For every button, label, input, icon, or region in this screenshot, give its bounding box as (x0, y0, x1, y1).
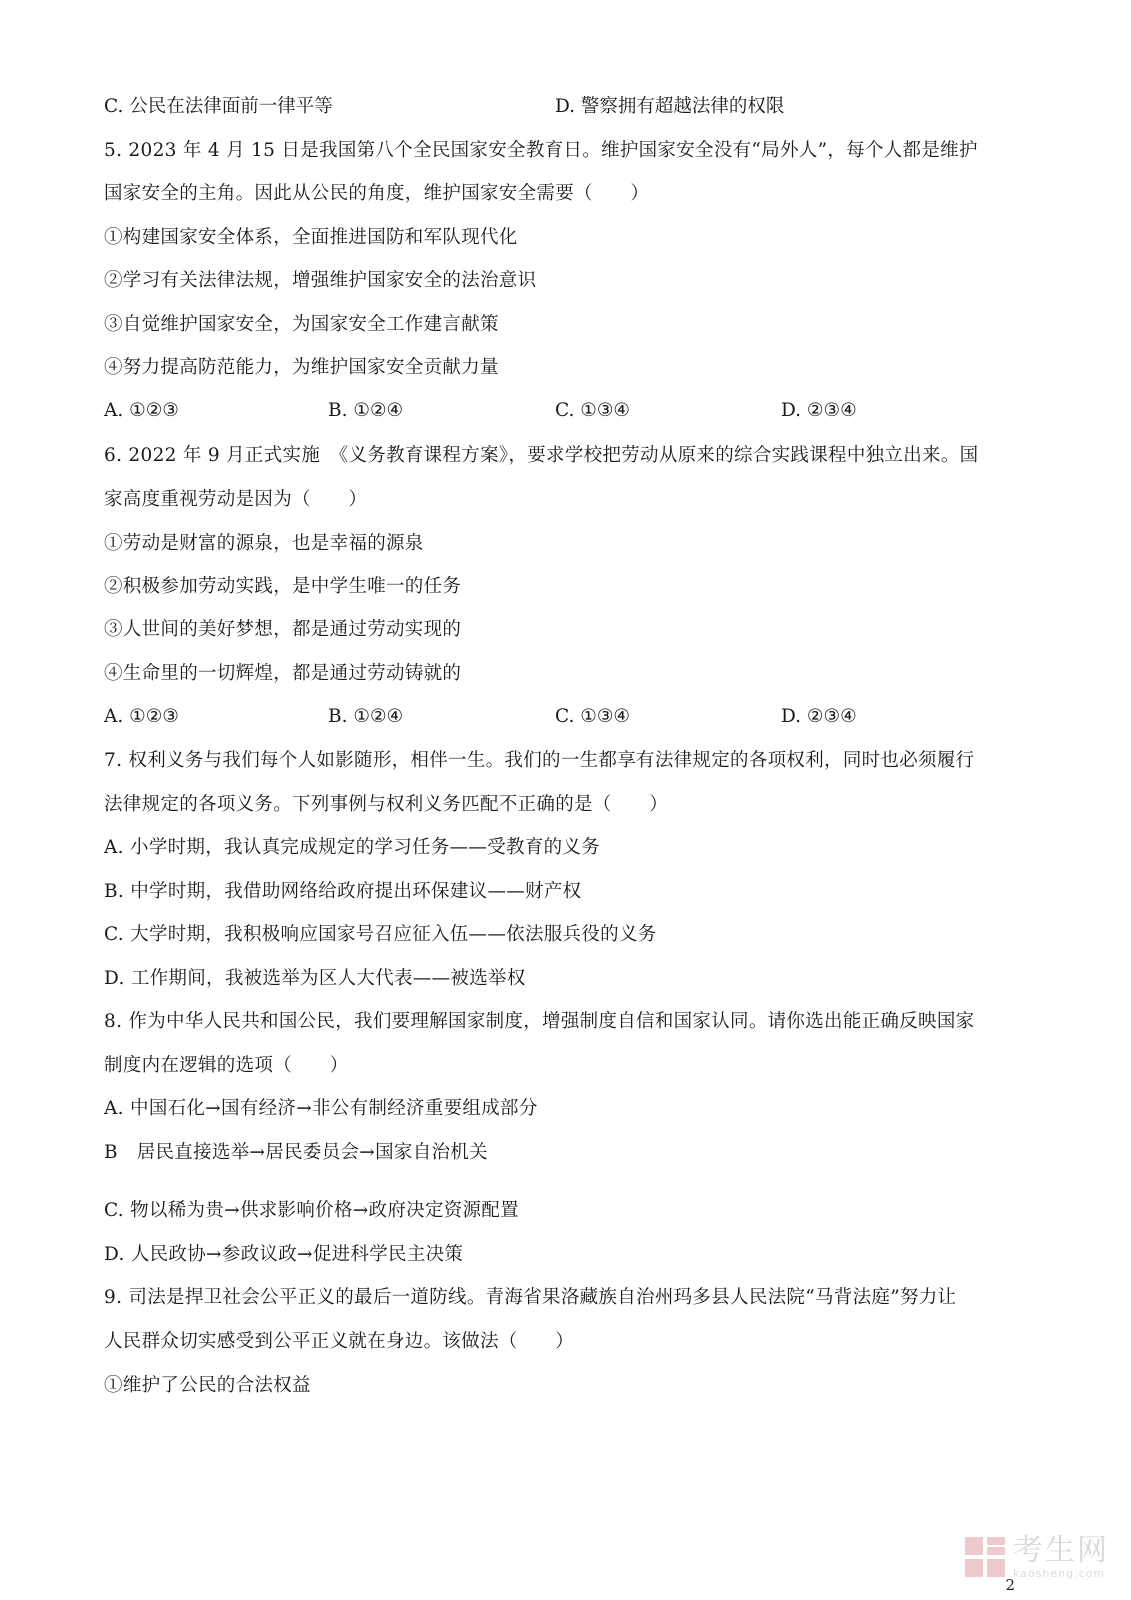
watermark-url: kaosheng.com (1013, 1567, 1106, 1580)
q5-option-c: C. ①③④ (555, 400, 631, 421)
q6-item-2: ②积极参加劳动实践，是中学生唯一的任务 (104, 576, 462, 597)
q5-item-3: ③自觉维护国家安全，为国家安全工作建言献策 (104, 314, 499, 335)
q5-option-b: B. ①②④ (328, 400, 404, 421)
q5-item-1: ①构建国家安全体系，全面推进国防和军队现代化 (104, 227, 518, 248)
q6-item-1: ①劳动是财富的源泉，也是幸福的源泉 (104, 533, 424, 554)
q8-option-a: A. 中国石化→国有经济→非公有制经济重要组成部分 (104, 1098, 538, 1119)
watermark-title: 考生网 (1013, 1533, 1109, 1568)
q9-stem-line2: 人民群众切实感受到公平正义就在身边。该做法（ ） (104, 1331, 575, 1352)
q7-option-d: D. 工作期间，我被选举为区人大代表——被选举权 (104, 968, 526, 989)
q5-item-4: ④努力提高防范能力，为维护国家安全贡献力量 (104, 357, 499, 378)
q5-stem-line1: 5. 2023 年 4 月 15 日是我国第八个全民国家安全教育日。维护国家安全没有“局外人”，每个人都是维护 (104, 140, 978, 161)
watermark-logo-icon (965, 1537, 1007, 1579)
q6-option-a: A. ①②③ (104, 706, 179, 727)
q7-option-b: B. 中学时期，我借助网络给政府提出环保建议——财产权 (104, 881, 582, 902)
q5-stem-line2: 国家安全的主角。因此从公民的角度，维护国家安全需要（ ） (104, 183, 650, 204)
q6-option-b: B. ①②④ (328, 706, 404, 727)
q8-option-b: B 居民直接选举→居民委员会→国家自治机关 (104, 1142, 488, 1163)
q9-stem-line1: 9. 司法是捍卫社会公平正义的最后一道防线。青海省果洛藏族自治州玛多县人民法院“马背法庭”努力让 (104, 1287, 957, 1308)
q6-item-4: ④生命里的一切辉煌，都是通过劳动铸就的 (104, 663, 462, 684)
q6-item-3: ③人世间的美好梦想，都是通过劳动实现的 (104, 619, 462, 640)
q8-option-c: C. 物以稀为贵→供求影响价格→政府决定资源配置 (104, 1200, 519, 1221)
q6-stem-line2: 家高度重视劳动是因为（ ） (104, 489, 368, 510)
watermark (965, 1535, 1109, 1580)
q7-stem-line2: 法律规定的各项义务。下列事例与权利义务匹配不正确的是（ ） (104, 794, 669, 815)
q7-option-a: A. 小学时期，我认真完成规定的学习任务——受教育的义务 (104, 837, 601, 858)
q5-option-a: A. ①②③ (104, 400, 179, 421)
q5-option-d: D. ②③④ (781, 400, 857, 421)
q6-stem-line1: 6. 2022 年 9 月正式实施 《义务教育课程方案》，要求学校把劳动从原来的综合实践课程中独立出来。国 (104, 445, 979, 466)
q6-option-d: D. ②③④ (781, 706, 857, 727)
q7-option-c: C. 大学时期，我积极响应国家号召应征入伍——依法服兵役的义务 (104, 924, 657, 945)
q9-item-1: ①维护了公民的合法权益 (104, 1375, 311, 1396)
q4-option-c: C. 公民在法律面前一律平等 (104, 96, 333, 117)
q8-stem-line1: 8. 作为中华人民共和国公民，我们要理解国家制度，增强制度自信和国家认同。请你选出能正确反映国家 (104, 1011, 975, 1032)
q7-stem-line1: 7. 权利义务与我们每个人如影随形，相伴一生。我们的一生都享有法律规定的各项权利，同时也必须履行 (104, 750, 975, 771)
page-number: 2 (1005, 1576, 1015, 1594)
q8-option-d: D. 人民政协→参政议政→促进科学民主决策 (104, 1244, 464, 1265)
q5-item-2: ②学习有关法律法规，增强维护国家安全的法治意识 (104, 270, 537, 291)
q6-option-c: C. ①③④ (555, 706, 631, 727)
q8-stem-line2: 制度内在逻辑的选项（ ） (104, 1055, 349, 1076)
q4-option-d: D. 警察拥有超越法律的权限 (555, 96, 785, 117)
